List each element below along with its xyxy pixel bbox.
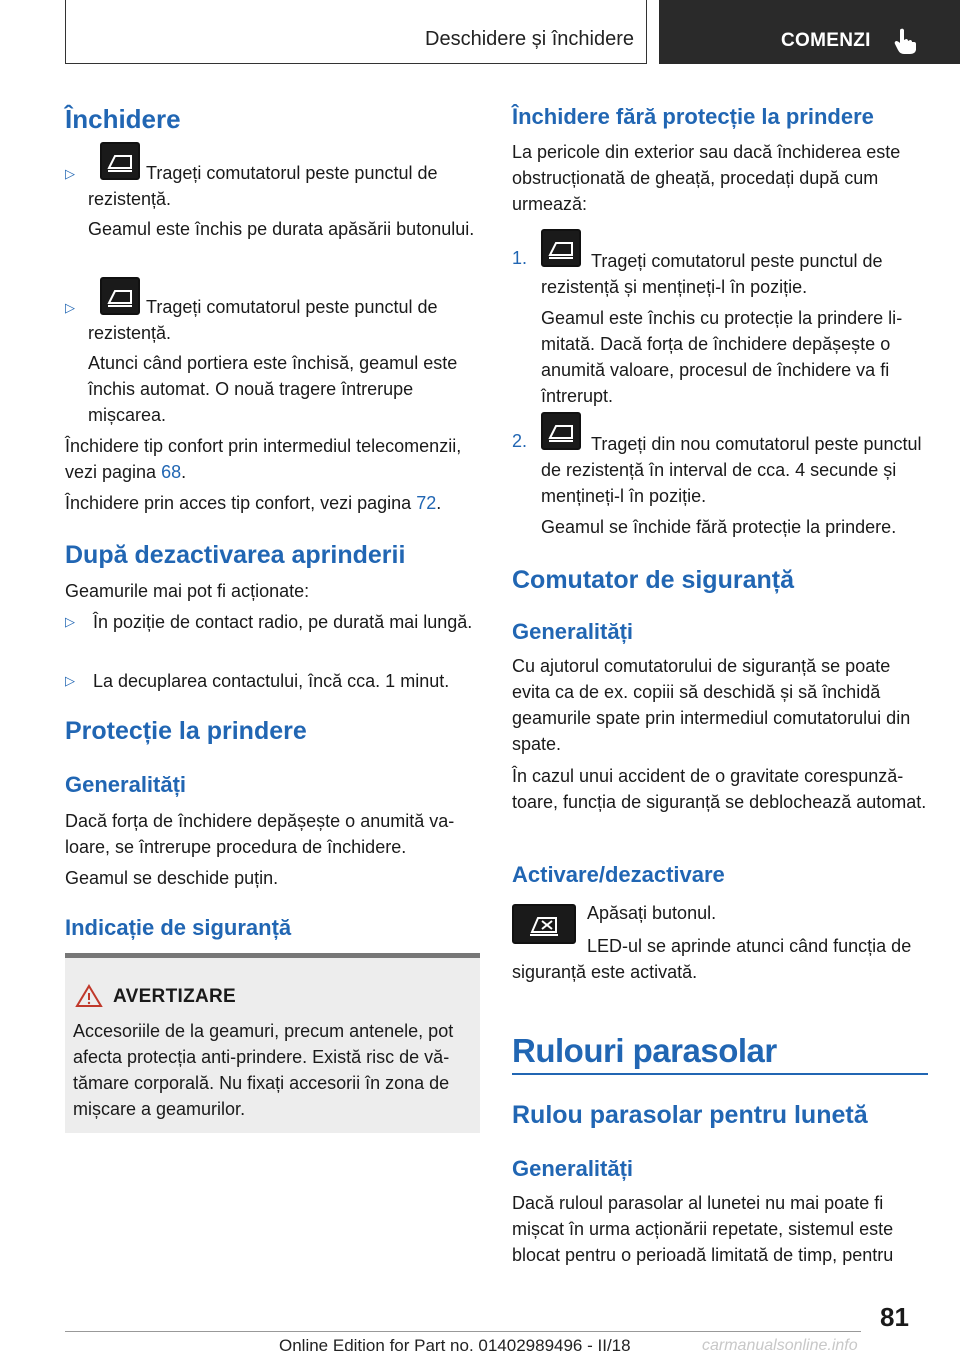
- heading-inchidere-fara-protectie: Închidere fără protecție la prindere: [512, 104, 874, 129]
- bullet-marker-icon: ▷: [65, 166, 75, 181]
- warning-text: Accesoriile de la geamuri, precum antenele, pot afecta protecția anti-prindere. Există risc de vătămare corporală. Nu fixați accesorii în zona de mișcare a geamurilor.: [73, 1021, 454, 1119]
- item2-text: Trageți comutatorul peste punctul de rezistență.: [88, 297, 438, 343]
- paragraph-geamurile: Geamurile mai pot fi acționate:: [65, 581, 310, 601]
- heading-generalitati: Generalități: [65, 772, 187, 797]
- paragraph-telecomenzi: Închidere tip confort prin intermediul telecomenzii, vezi pagina 68.: [65, 436, 462, 482]
- heading-generalitati: Generalități: [512, 1156, 634, 1181]
- section-title: Deschidere și închidere: [425, 28, 634, 50]
- header-section-box: [65, 0, 647, 64]
- footer-edition: Online Edition for Part no. 01402989496 - II/18: [279, 1336, 631, 1355]
- heading-activare: Activare/dezactivare: [512, 862, 725, 887]
- step-number: 1.: [512, 248, 528, 268]
- footer-divider: [65, 1331, 861, 1332]
- bullet-marker-icon: ▷: [65, 300, 75, 315]
- paragraph-daca-ruloul: Dacă ruloul parasolar al lunetei nu mai poate fi mișcat în urma acționării repetate, sistemul este blocat pentru o perioadă limitată de timp, pentru: [512, 1193, 894, 1265]
- heading-rulou-luneta: Rulou parasolar pentru lunetă: [512, 1101, 868, 1129]
- warning-triangle-icon: [75, 984, 103, 1008]
- hand-pointer-icon: [892, 27, 918, 55]
- paragraph-accident: În cazul unui accident de o gravitate corespunzătoare, funcția de siguranță se deblochează automat.: [512, 766, 927, 812]
- step2-text: Trageți din nou comutatorul peste punctul de rezistență în interval de cca. 4 secunde și mențineți-l în poziție.: [541, 434, 922, 506]
- paragraph-apasati: Apăsați butonul.: [587, 903, 717, 923]
- heading-comutator: Comutator de siguranță: [512, 566, 794, 594]
- step1-sub: Geamul este închis cu protecție la prindere limitată. Dacă forța de închidere depășește o anumită valoare, procesul de închidere va fi întrerupt.: [541, 308, 903, 406]
- step1-text: Trageți comutatorul peste punctul de rezistență și mențineți-l în poziție.: [541, 251, 883, 297]
- bullet-marker-icon: ▷: [65, 614, 75, 629]
- item2-sub: Atunci când portiera este închisă, geamul este închis automat. O nouă tragere întrerupe mișcarea.: [88, 353, 458, 425]
- heading-indicatie: Indicație de siguranță: [65, 915, 292, 940]
- page-link-72[interactable]: 72: [416, 493, 437, 513]
- paragraph-telecomenzi-text: Închidere tip confort prin intermediul telecomenzii, vezi pagina: [65, 436, 462, 482]
- paragraph-deschide: Geamul se deschide puțin.: [65, 868, 279, 888]
- heading-protectie: Protecție la prindere: [65, 717, 307, 745]
- section-divider: [512, 1073, 928, 1075]
- item1-text: Trageți comutatorul peste punctul de rezistență.: [88, 163, 438, 209]
- page-link-68[interactable]: 68: [161, 462, 182, 482]
- heading-inchidere: Închidere: [65, 104, 181, 134]
- step2-sub: Geamul se închide fără protecție la prindere.: [541, 517, 897, 537]
- heading-rulouri: Rulouri parasolar: [512, 1032, 777, 1069]
- paragraph-daca-forta: Dacă forța de închidere depășește o anumită valoare, se întrerupe procedura de închidere.: [65, 811, 455, 857]
- bullet-marker-icon: ▷: [65, 673, 75, 688]
- step-number: 2.: [512, 431, 528, 451]
- paragraph-led: LED-ul se aprinde atunci când funcția de siguranță este activată.: [512, 936, 912, 982]
- paragraph-acces: Închidere prin acces tip confort, vezi pagina 72.: [65, 493, 442, 513]
- watermark: carmanualsonline.info: [702, 1337, 858, 1354]
- warning-box: [65, 953, 480, 1133]
- warning-title: AVERTIZARE: [113, 986, 236, 1007]
- page-number: 81: [880, 1302, 909, 1332]
- paragraph-acces-text: Închidere prin acces tip confort, vezi pagina: [65, 493, 417, 513]
- heading-dupa-dezactivarea: După dezactivarea aprinderii: [65, 541, 406, 569]
- tab-comenzi[interactable]: [659, 0, 960, 64]
- bullet-item-pozitie: În poziție de contact radio, pe durată mai lungă.: [93, 612, 473, 632]
- paragraph-ajutorul: Cu ajutorul comutatorului de siguranță se poate evita ca de ex. copiii să deschidă și să închidă geamurile spate prin intermediul comutatorului din spate.: [512, 656, 911, 754]
- item1-sub: Geamul este închis pe durata apăsării butonului.: [88, 219, 475, 239]
- paragraph-pericole: La pericole din exterior sau dacă închiderea este obstrucționată de gheață, procedați după cum urmează:: [512, 142, 901, 214]
- tab-label: COMENZI: [781, 30, 871, 51]
- heading-generalitati: Generalități: [512, 619, 634, 644]
- bullet-item-decuplare: La decuplarea contactului, încă cca. 1 minut.: [93, 671, 450, 691]
